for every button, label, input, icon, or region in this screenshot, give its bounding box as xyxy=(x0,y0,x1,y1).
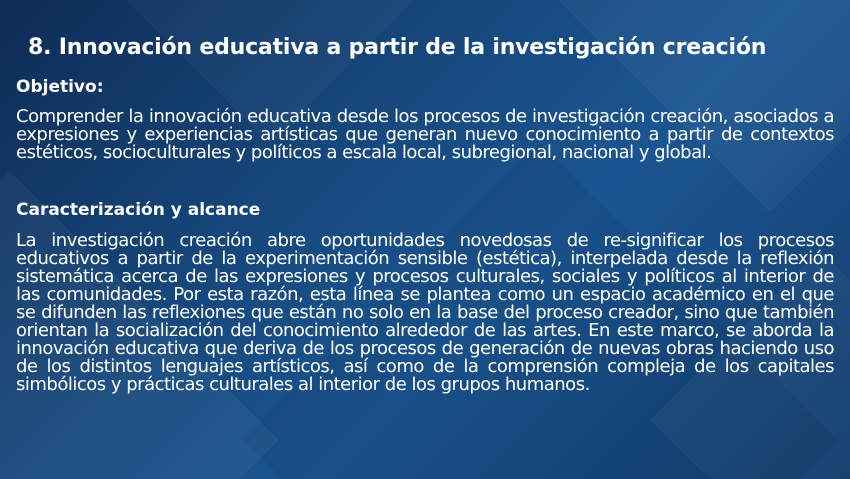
objective-text: Comprender la innovación educativa desde los procesos de investigación creación, asociados a expresiones y experiencias artísticas que generan nuevo conocimiento a partir de contextos estéticos, socioculturales y políticos a escala local, subregional, nacional y global. xyxy=(16,106,834,163)
objective-heading: Objetivo: xyxy=(16,77,104,97)
slide-title: 8. Innovación educativa a partir de la investigación creación xyxy=(28,35,767,60)
scope-heading: Caracterización y alcance xyxy=(16,200,261,220)
scope-text: La investigación creación abre oportunidades novedosas de re-significar los procesos educativos a partir de la experimentación sensible (estética), interpelada desde la reflexión sistemática acerca de las expresiones y procesos culturales, sociales y políticos al interior de las comunidades. Por esta razón, esta línea se plantea como un espacio académico en el que se difunden las reflexiones que están no solo en la base del proceso creador, sino que también orientan la socialización del conocimiento alrededor de las artes. En este marco, se aborda la innovación educativa que deriva de los procesos de generación de nuevas obras haciendo uso de los distintos lenguajes artísticos, así como de la comprensión compleja de los capitales simbólicos y prácticas culturales al interior de los grupos humanos. xyxy=(16,230,834,395)
